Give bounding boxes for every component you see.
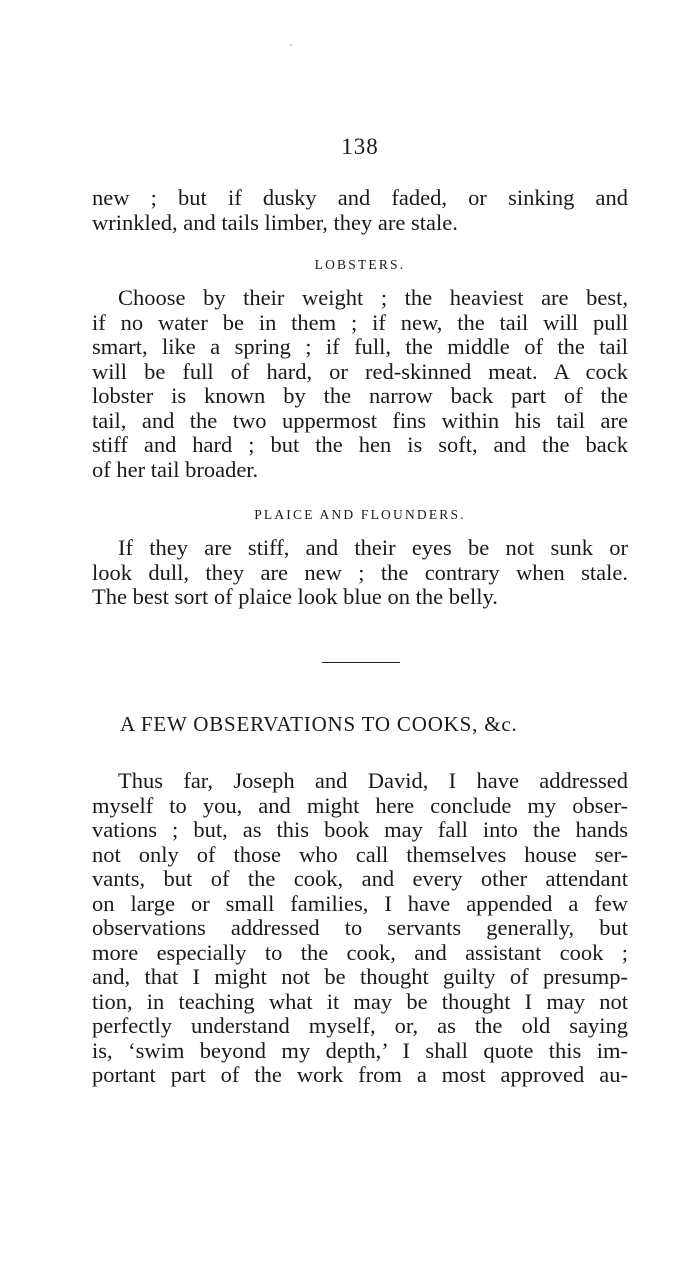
text-line: on large or small families, I have appended a few (92, 890, 628, 916)
text-line: new ; but if dusky and faded, or sinking and (92, 185, 628, 210)
text-line: not only of those who call themselves house ser- (92, 841, 628, 867)
text-line: stiff and hard ; but the hen is soft, and the back (92, 432, 628, 457)
text-line: Thus far, Joseph and David, I have addressed (118, 768, 628, 793)
lobsters-paragraph (92, 286, 628, 482)
section-heading-lobsters: LOBSTERS. (314, 257, 406, 272)
text-line: look dull, they are new ; the contrary when stale. (92, 559, 628, 585)
plaice-paragraph (92, 536, 628, 610)
text-line: tion, in teaching what it may be thought I may not (92, 988, 628, 1014)
text-line: lobster is known by the narrow back part of the (92, 383, 628, 408)
text-line: If they are stiff, and their eyes be not sunk or (118, 535, 628, 560)
section-heading-plaice: PLAICE AND FLOUNDERS. (254, 507, 466, 522)
page-number: 138 (341, 134, 379, 159)
text-line: vations ; but, as this book may fall into the hands (92, 817, 628, 842)
text-line: wrinkled, and tails limber, they are stale. (92, 209, 458, 235)
text-line: portant part of the work from a most approved au- (92, 1062, 628, 1087)
text-line: myself to you, and might here conclude my obser- (92, 792, 628, 818)
observations-paragraph (92, 769, 628, 1088)
text-line: of her tail broader. (92, 456, 259, 482)
paper-speck (290, 44, 292, 46)
intro-paragraph (92, 186, 628, 235)
section-divider (322, 662, 400, 663)
text-line: tail, and the two uppermost fins within his tail are (92, 407, 628, 433)
text-line: vants, but of the cook, and every other attendant (92, 866, 628, 891)
chapter-title: A FEW OBSERVATIONS TO COOKS, &c. (120, 712, 518, 736)
text-line: will be full of hard, or red-skinned meat. A cock (92, 358, 628, 384)
text-line: perfectly understand myself, or, as the old saying (92, 1013, 628, 1038)
text-line: observations addressed to servants generally, but (92, 915, 628, 940)
text-line: is, ‘swim beyond my depth,’ I shall quote this im- (92, 1037, 628, 1063)
text-line: more especially to the cook, and assistant cook ; (92, 939, 628, 965)
text-line: Choose by their weight ; the heaviest are best, (118, 285, 628, 310)
text-line: The best sort of plaice look blue on the belly. (92, 584, 498, 609)
text-line: smart, like a spring ; if full, the middle of the tail (92, 334, 628, 359)
text-line: and, that I might not be thought guilty of presump- (92, 964, 628, 989)
text-line: if no water be in them ; if new, the tail will pull (92, 309, 628, 335)
